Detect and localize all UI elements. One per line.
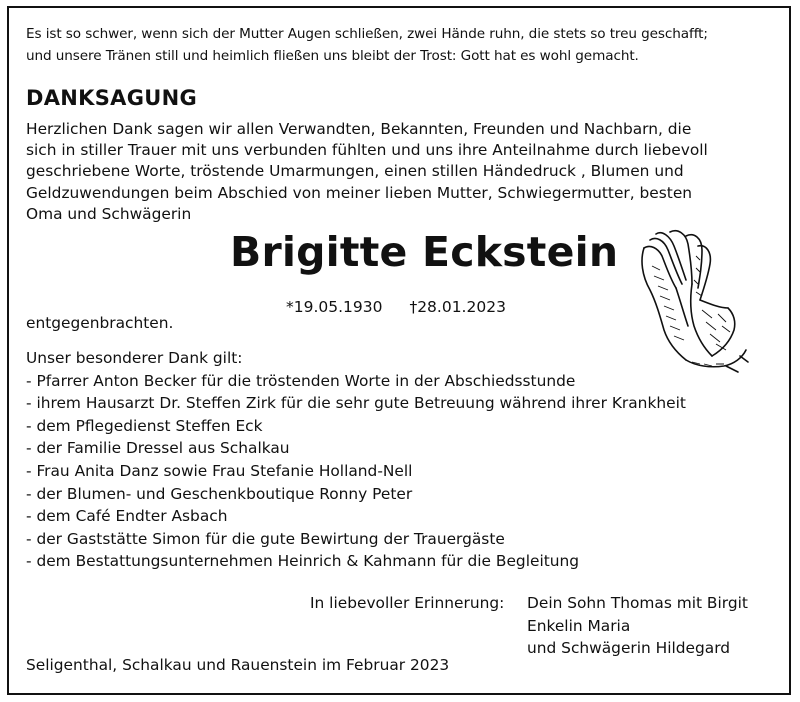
poem: [26, 23, 786, 67]
list-item: - der Gaststätte Simon für die gute Bewirtung der Trauergäste: [26, 529, 505, 548]
death-date: †28.01.2023: [409, 298, 506, 316]
poem-line: und unsere Tränen still und heimlich fließen uns bleibt der Trost: Gott hat es wohl gemacht.: [26, 48, 639, 64]
list-item: - dem Bestattungsunternehmen Heinrich & Kahmann für die Begleitung: [26, 552, 580, 571]
list-item: - der Familie Dressel aus Schalkau: [26, 439, 290, 458]
list-item: - Pfarrer Anton Becker für die tröstenden Worte in der Abschiedsstunde: [26, 371, 576, 390]
special-intro: Unser besonderer Dank gilt:: [26, 349, 243, 367]
list-item: - dem Café Endter Asbach: [26, 507, 228, 526]
thanks-text: [26, 119, 786, 225]
place-date: Seligenthal, Schalkau und Rauenstein im Februar 2023: [26, 656, 450, 674]
thanks-line: sich in stiller Trauer mit uns verbunden fühlten und uns ihre Anteilnahme durch liebevoll: [26, 141, 708, 160]
signature-name: Dein Sohn Thomas mit Birgit: [527, 594, 748, 612]
list-item: - Frau Anita Danz sowie Frau Stefanie Holland-Nell: [26, 461, 413, 480]
thanks-line: geschriebene Worte, tröstende Umarmungen, einen stillen Händedruck , Blumen und: [26, 162, 684, 181]
thanks-line: Herzlichen Dank sagen wir allen Verwandten, Bekannten, Freunden und Nachbarn, die: [26, 120, 692, 138]
signature-name: Enkelin Maria: [527, 616, 631, 635]
list-item: - ihrem Hausarzt Dr. Steffen Zirk für die sehr gute Betreuung während ihrer Krankheit: [26, 394, 686, 413]
signature-label: In liebevoller Erinnerung:: [310, 594, 505, 612]
brought-text: entgegenbrachten.: [26, 314, 174, 332]
special-thanks: [26, 347, 786, 573]
list-item: - dem Pflegedienst Steffen Eck: [26, 416, 263, 435]
deceased-name: Brigitte Eckstein: [230, 228, 619, 276]
heading: DANKSAGUNG: [26, 86, 198, 110]
thanks-line: Geldzuwendungen beim Abschied von meiner lieben Mutter, Schwiegermutter, besten: [26, 183, 693, 202]
signature-names: [527, 592, 748, 660]
signature-name: und Schwägerin Hildegard: [527, 639, 731, 658]
thanks-line: Oma und Schwägerin: [26, 204, 192, 223]
birth-date: *19.05.1930: [286, 298, 383, 316]
life-dates: [286, 298, 506, 316]
poem-line: Es ist so schwer, wenn sich der Mutter Augen schließen, zwei Hände ruhn, die stets so treu geschafft;: [26, 26, 708, 42]
list-item: - der Blumen- und Geschenkboutique Ronny Peter: [26, 484, 413, 503]
